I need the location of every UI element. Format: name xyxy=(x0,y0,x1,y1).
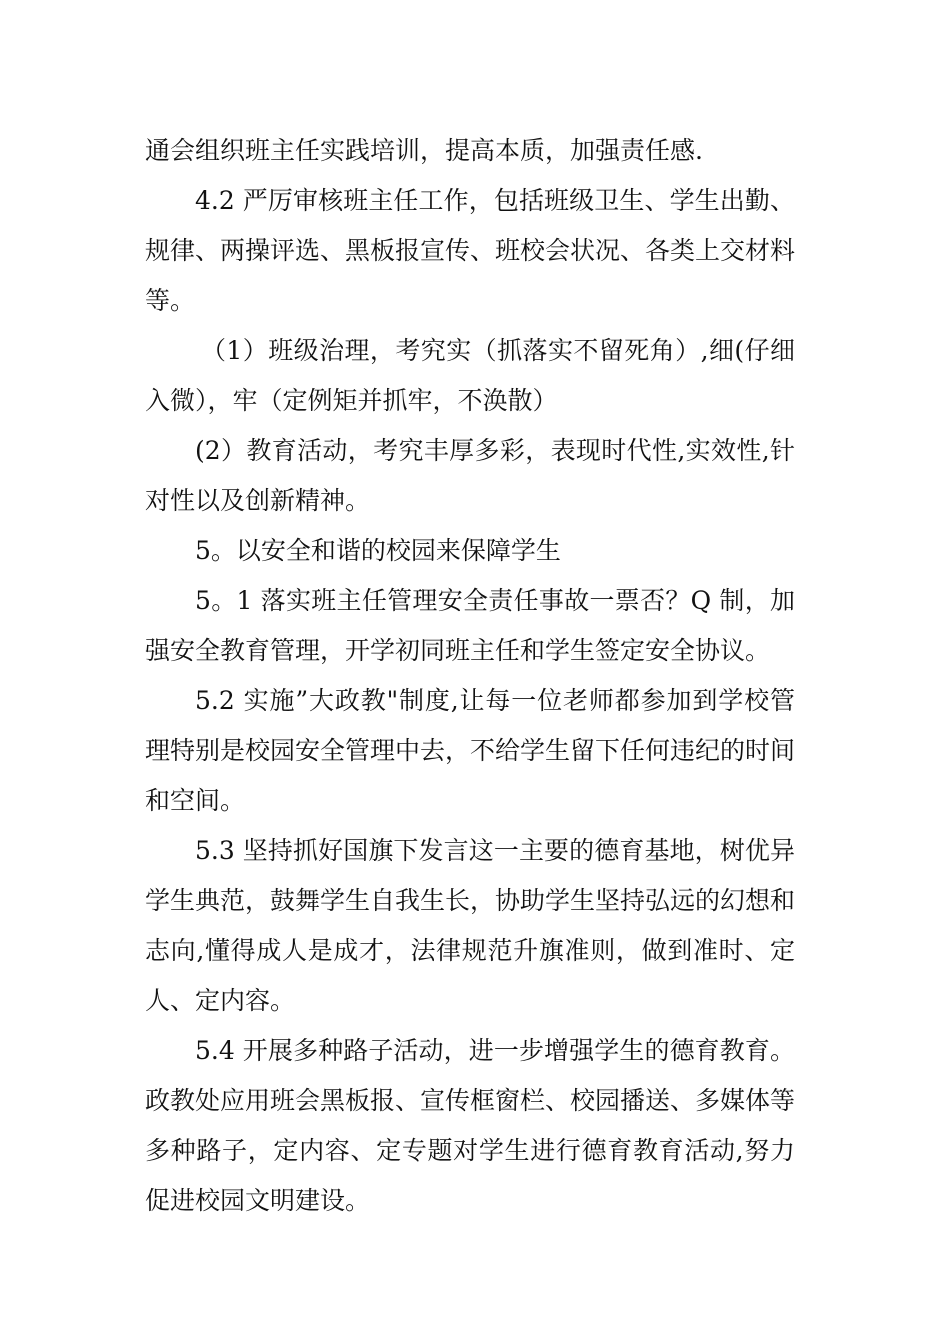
section-heading-5: 5。以安全和谐的校园来保障学生 xyxy=(195,536,561,565)
paragraph-item-1: （1）班级治理，考究实（抓落实不留死角）,细(仔细入微），牢（定例矩并抓牢，不涣散） xyxy=(145,336,795,415)
paragraph-continuation: 通会组织班主任实践培训，提高本质，加强责任感. xyxy=(145,136,703,165)
document-body xyxy=(145,126,795,1226)
paragraph-4-2: 4.2 严厉审核班主任工作，包括班级卫生、学生出勤、规律、两操评选、黑板报宣传、班校会状况、各类上交材料等。 xyxy=(145,186,796,315)
paragraph-5-3: 5.3 坚持抓好国旗下发言这一主要的德育基地，树优异学生典范，鼓舞学生自我生长，协助学生坚持弘远的幻想和志向,懂得成人是成才，法律规范升旗准则，做到准时、定人、定内容。 xyxy=(145,836,796,1015)
paragraph-5-1: 5。1 落实班主任管理安全责任事故一票否？Q 制，加强安全教育管理，开学初同班主任和学生签定安全协议。 xyxy=(145,586,795,665)
paragraph-5-4: 5.4 开展多种路子活动，进一步增强学生的德育教育。政教处应用班会黑板报、宣传框窗栏、校园播送、多媒体等多种路子，定内容、定专题对学生进行德育教育活动,努力促进校园文明建设。 xyxy=(145,1036,796,1215)
paragraph-5-2: 5.2 实施”大政教"制度,让每一位老师都参加到学校管理特别是校园安全管理中去，不给学生留下任何违纪的时间和空间。 xyxy=(145,686,796,815)
paragraph-item-2: (2）教育活动，考究丰厚多彩，表现时代性,实效性,针对性以及创新精神。 xyxy=(145,436,795,515)
